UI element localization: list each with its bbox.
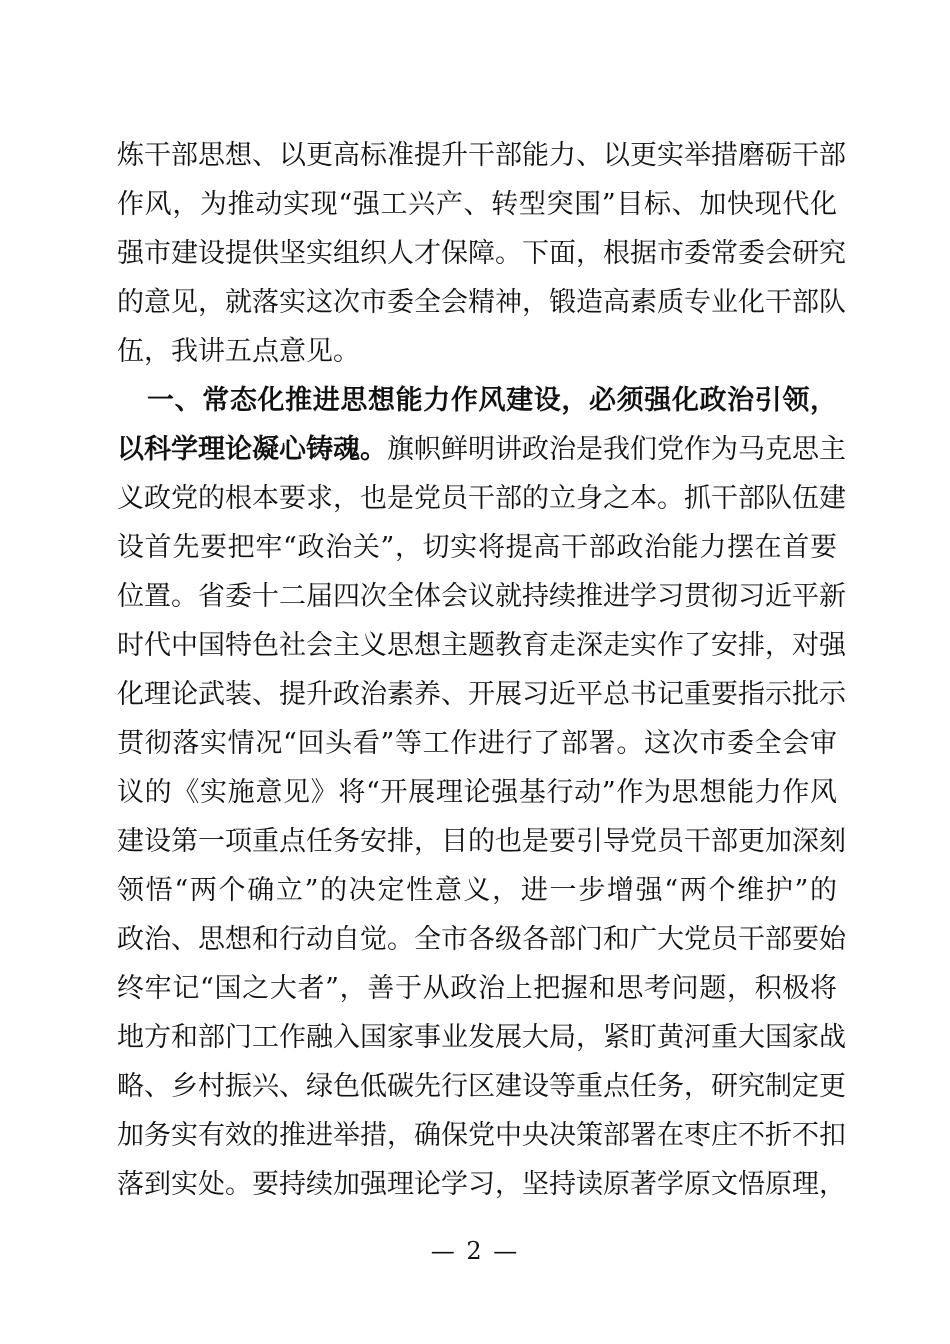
line-text: 终牢记“国之大者”，善于从政治上把握和思考问题，积极将 [117,973,837,1004]
text-line [117,572,846,621]
line-text: 旗帜鲜明讲政治是我们党作为马克思主 [387,434,846,465]
line-text: 落到实处。要持续加强理论学习，坚持读原著学原文悟原理， [117,1169,846,1200]
text-line [117,621,846,670]
bold-heading-text: 一、常态化推进思想能力作风建设，必须强化政治引领， [147,385,837,416]
text-line [117,915,846,964]
line-text: 时代中国特色社会主义思想主题教育走深走实作了安排，对强 [117,630,846,661]
text-line [117,1013,846,1062]
text-line [117,866,837,915]
line-text: 加务实有效的推进举措，确保党中央决策部署在枣庄不折不扣 [117,1120,846,1151]
bold-heading-text: 以科学理论凝心铸魂。 [117,434,387,465]
text-line [117,474,846,523]
line-text: 议的《实施意见》将“开展理论强基行动”作为思想能力作风 [117,777,837,808]
text-line [117,1111,846,1160]
text-line [117,425,846,474]
line-text: 位置。省委十二届四次全体会议就持续推进学习贯彻习近平新 [117,581,846,612]
text-line [117,523,837,572]
page-number: — 2 — [430,1237,520,1265]
line-text: 建设第一项重点任务安排，目的也是要引导党员干部更加深刻 [117,826,846,857]
text-line [117,327,837,376]
text-line [117,229,846,278]
line-text: 贯彻落实情况“回头看”等工作进行了部署。这次市委全会审 [117,728,837,759]
line-text: 地方和部门工作融入国家事业发展大局，紧盯黄河重大国家战 [117,1022,846,1053]
body-text [117,131,846,1209]
text-line [117,1062,846,1111]
line-text: 炼干部思想、以更高标准提升干部能力、以更实举措磨砺干部 [117,140,846,171]
text-line [117,1160,846,1209]
text-line [117,768,837,817]
line-text: 政治、思想和行动自觉。全市各级各部门和广大党员干部要始 [117,924,846,955]
line-text: 化理论武装、提升政治素养、开展习近平总书记重要指示批示 [117,679,846,710]
line-text: 义政党的根本要求，也是党员干部的立身之本。抓干部队伍建 [117,483,846,514]
text-line [117,719,837,768]
line-text: 设首先要把牢“政治关”，切实将提高干部政治能力摆在首要 [117,532,837,563]
text-line [117,278,846,327]
text-line [117,817,846,866]
line-text: 强市建设提供坚实组织人才保障。下面，根据市委常委会研究 [117,238,846,269]
line-text: 作风，为推动实现“强工兴产、转型突围”目标、加快现代化 [117,189,837,220]
line-text: 的意见，就落实这次市委全会精神，锻造高素质专业化干部队 [117,287,846,318]
text-line [117,964,837,1013]
text-line [117,131,846,180]
text-line [117,180,837,229]
section-heading-line [117,376,837,425]
line-text: 略、乡村振兴、绿色低碳先行区建设等重点任务，研究制定更 [117,1071,846,1102]
line-text: 领悟“两个确立”的决定性意义，进一步增强“两个维护”的 [117,875,837,906]
text-line [117,670,846,719]
line-text: 伍，我讲五点意见。 [117,336,360,367]
